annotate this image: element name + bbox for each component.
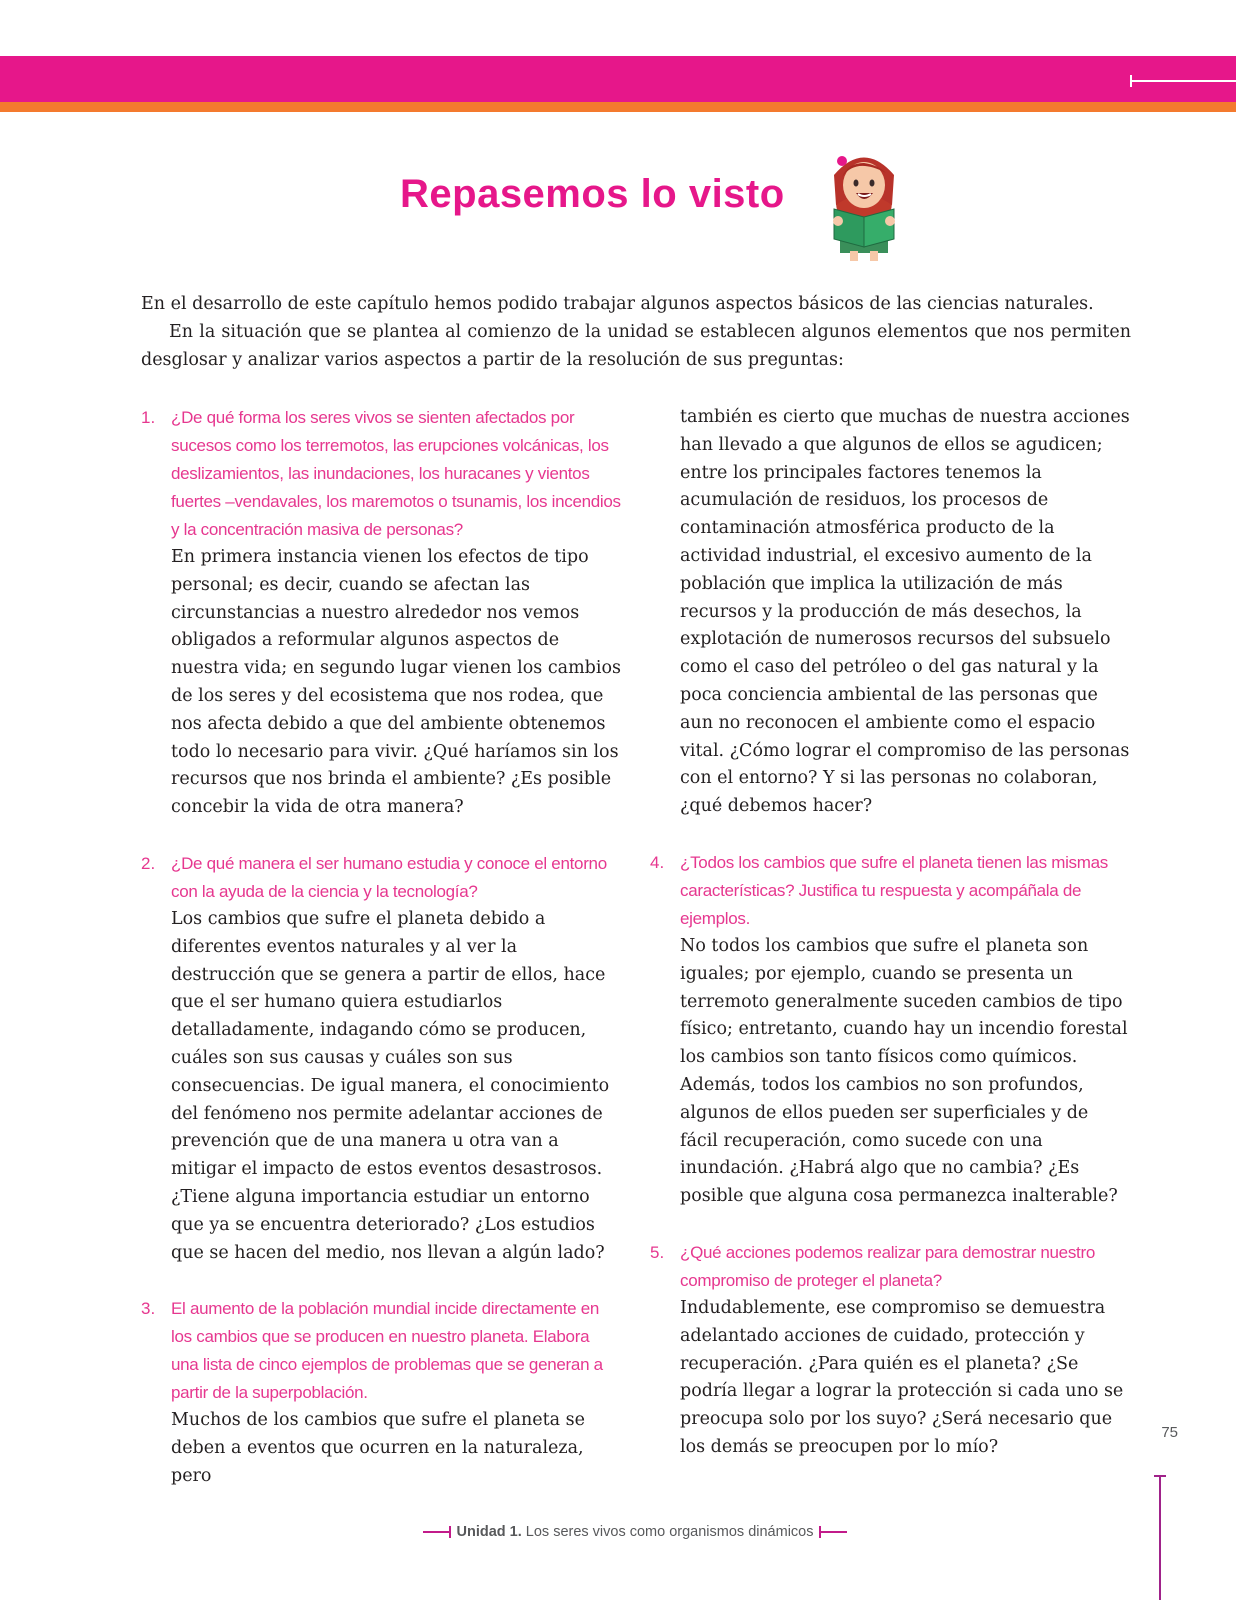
answer-text: En primera instancia vienen los efectos de tipo personal; es decir, cuando se afectan las circunstancias a nuestro alrededor nos vemos obligados a reformular algunos aspectos de nuestra vida; en segundo lugar vienen los cambios de los seres y del ecosistema que nos rodea, que nos afecta debido a que del ambiente obtenemos todo lo necesario para vivir. ¿Qué haríamos sin los recursos que nos brinda el ambiente? ¿Es posible concebir la vida de otra manera? [171,547,621,818]
question-item-4 [650,849,1130,1211]
footer-left-bar [423,1531,451,1533]
header-accent-stripe [0,102,1236,112]
question-number: 2. [141,853,156,873]
question-text: El aumento de la población mundial incide directamente en los cambios que se producen en nuestro planeta. Elabora una lista de cinco ejemplos de problemas que se generan a partir de la superpoblación. [171,1299,603,1403]
answer-text: Muchos de los cambios que sufre el planeta se deben a eventos que ocurren en la naturaleza, pero [171,1410,585,1486]
answer-text: Indudablemente, ese compromiso se demuestra adelantado acciones de cuidado, protección y recuperación. ¿Para quién es el planeta? ¿Se podría llegar a lograr la protección si cada uno se preocupa solo por los suyo? ¿Será necesario que los demás se preocupen por lo mío? [680,1297,1124,1457]
question-text: ¿Todos los cambios que sufre el planeta tienen las mismas características? Justifica tu respuesta y acompáñala de ejemplos. [680,852,1108,928]
intro-text [141,290,1131,374]
header-tab-marker-cap [1130,75,1132,87]
footer [400,1520,870,1544]
question-number: 3. [141,1299,156,1319]
question-number: 5. [650,1242,665,1262]
answer-text: No todos los cambios que sufre el planeta son iguales; por ejemplo, cuando se presenta un terremoto generalmente suceden cambios de tipo físico; entretanto, cuando hay un incendio forestal los cambios son tanto físicos como químicos. Además, todos los cambios no son profundos, algunos de ellos pueden ser superficiales y de fácil recuperación, como sucede con una inundación. ¿Habrá algo que no cambia? ¿Es posible que alguna cosa permanezca inalterable? [680,935,1128,1207]
intro-paragraph-2: En la situación que se plantea al comienzo de la unidad se establecen algunos elementos que nos permiten desglosar y analizar varios aspectos a partir de la resolución de sus preguntas: [141,322,1131,370]
page-title: Repasemos lo visto [400,172,785,216]
question-number: 4. [650,852,665,872]
question-item-2 [141,850,621,1267]
question-text: ¿De qué manera el ser humano estudia y conoce el entorno con la ayuda de la ciencia y la tecnología? [171,853,607,901]
header-band [0,56,1236,102]
footer-unit-title: Los seres vivos como organismos dinámicos [525,1524,814,1540]
question-item-5 [650,1239,1130,1462]
question-text: ¿Qué acciones podemos realizar para demostrar nuestro compromiso de proteger el planeta? [680,1242,1095,1290]
margin-rule [1159,1475,1161,1600]
answer-text: Los cambios que sufre el planeta debido a diferentes eventos naturales y al ver la destrucción que se genera a partir de ellos, hace que el ser humano quiera estudiarlos detalladamente, indagando cómo se producen, cuáles son sus causas y cuáles son sus consecuencias. De igual manera, el conocimiento del fenómeno nos permite adelantar acciones de prevención que de una manera u otra van a mitigar el impacto de estos eventos desastrosos. ¿Tiene alguna importancia estudiar un entorno que ya se encuentra deteriorado? ¿Los estudios que se hacen del medio, nos llevan a algún lado? [171,908,610,1263]
question-text: ¿De qué forma los seres vivos se sienten afectados por sucesos como los terremotos, las erupciones volcánicas, los deslizamientos, las inundaciones, los huracanes y vientos fuertes –vendavales, los maremotos o tsunamis, los incendios y la concentración masiva de personas? [171,408,621,539]
question-number: 1. [141,408,156,427]
margin-rule-cap [1154,1475,1166,1477]
girl-reading-illustration [820,135,905,265]
header-tab-marker [1130,80,1236,82]
right-column [650,404,1130,1490]
answer-continuation-3: también es cierto que muchas de nuestra acciones han llevado a que algunos de ellos se agudicen; entre los principales factores tenemos la acumulación de residuos, los procesos de contaminación atmosférica producto de la actividad industrial, el excesivo aumento de la población que implica la utilización de más recursos y la producción de más desechos, la explotación de numerosos recursos del subsuelo como el caso del petróleo o del gas natural y la poca conciencia ambiental de las personas que aun no reconocen el ambiente como el espacio vital. ¿Cómo lograr el compromiso de las personas con el entorno? Y si las personas no colaboran, ¿qué debemos hacer? [680,407,1130,817]
footer-right-bar [819,1531,847,1533]
page-number: 75 [1161,1424,1178,1441]
question-item-1 [141,404,621,822]
left-column [141,404,621,1519]
intro-paragraph-1: En el desarrollo de este capítulo hemos podido trabajar algunos aspectos básicos de las ciencias naturales. [141,294,1094,314]
question-item-3 [141,1295,621,1490]
footer-unit: Unidad 1. [456,1524,522,1540]
